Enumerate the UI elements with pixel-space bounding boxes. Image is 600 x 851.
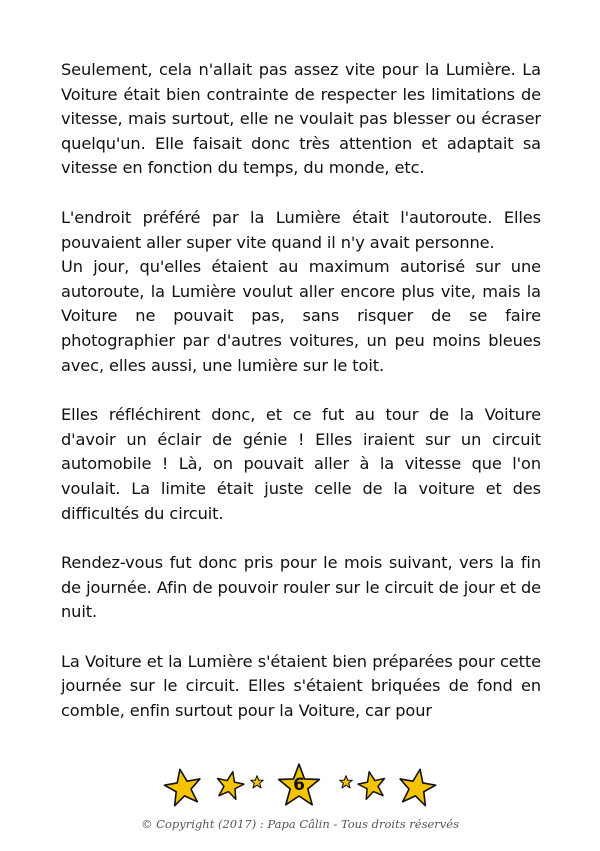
star-icon [215,770,245,800]
star-icon [250,775,264,789]
star-icon [397,767,437,807]
copyright-notice: © Copyright (2017) : Papa Câlin - Tous droits réservés [141,817,459,831]
story-text [61,58,541,724]
star-icon [357,770,387,800]
paragraph-3: Un jour, qu'elles étaient au maximum autorisé sur une autoroute, la Lumière voulut aller encore plus vite, mais la Voiture ne pouvait pas, sans risquer de se faire photographier par d'autres voitures, un peu moins bleues avec, elles aussi, une lumière sur le toit. [61,257,541,375]
star-icon [339,775,353,789]
paragraph-4: Elles réfléchirent donc, et ce fut au tour de la Voiture d'avoir un éclair de génie ! Elles iraient sur un circuit automobile ! Là, on pouvait aller à la vitesse que l'on voulait. La limite était juste celle de la voiture et des difficultés du circuit. [61,405,541,523]
page-number: 6 [293,775,305,795]
paragraph-5: Rendez-vous fut donc pris pour le mois suivant, vers la fin de journée. Afin de pouvoir rouler sur le circuit de jour et de nuit. [61,553,541,622]
paragraph-2: L'endroit préféré par la Lumière était l'autoroute. Elles pouvaient aller super vite quand il n'y avait personne. [61,207,541,252]
paragraph-6: La Voiture et la Lumière s'étaient bien préparées pour cette journée sur le circuit. Elles s'étaient briquées de fond en comble, enfin surtout pour la Voiture, car pour [61,651,541,721]
star-icon [163,767,203,807]
paragraph-1: Seulement, cela n'allait pas assez vite pour la Lumière. La Voiture était bien contrainte de respecter les limitations de vitesse, mais surtout, elle ne voulait pas blesser ou écraser quelqu'un. Elle faisait donc très attention et adaptait sa vitesse en fonction du temps, du monde, etc. [61,60,541,178]
